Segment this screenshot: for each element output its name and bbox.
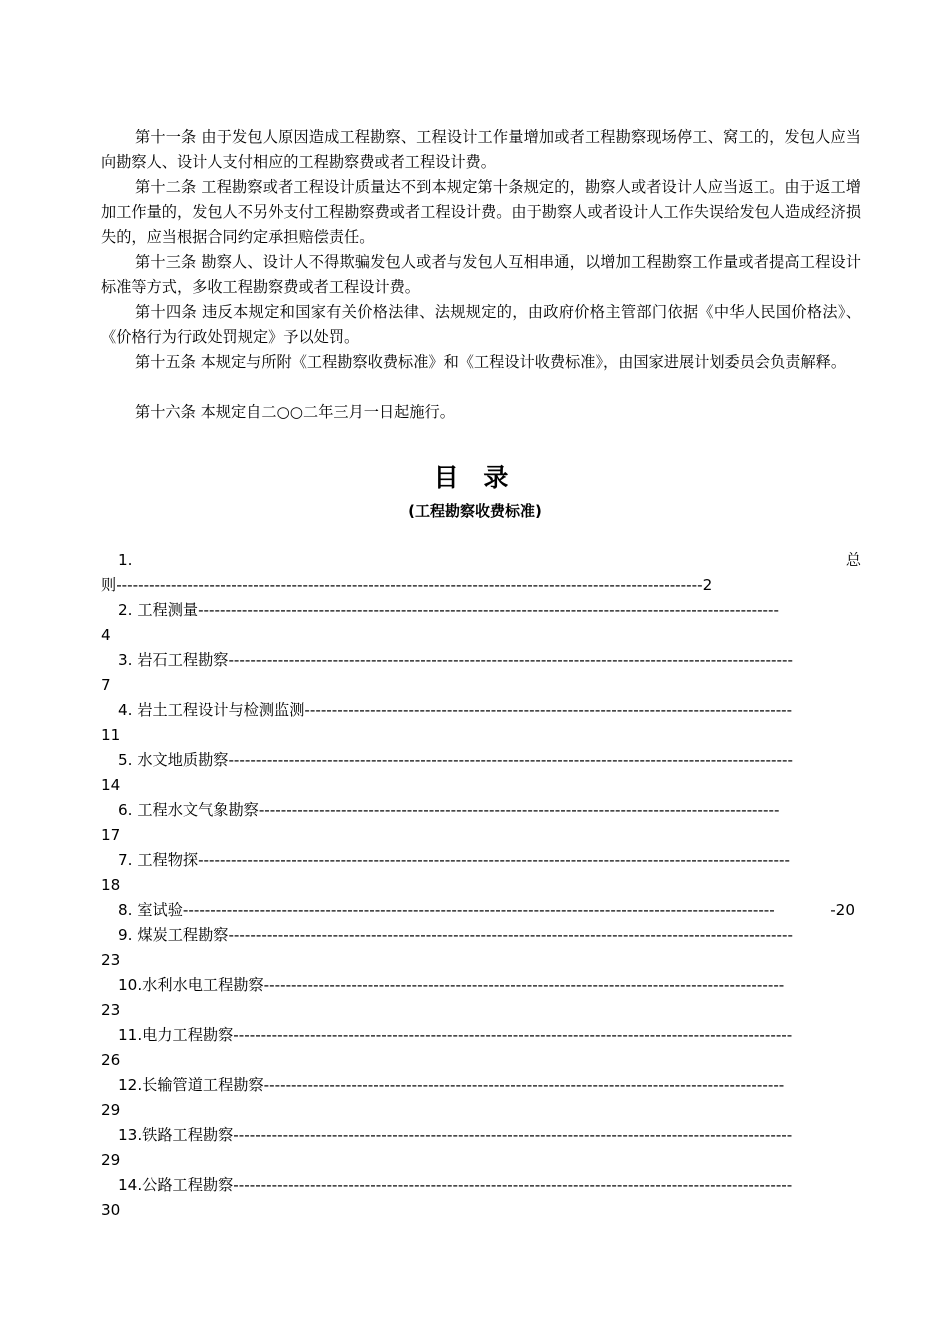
toc-entry-label: 4. 岩土工程设计与检测监测 xyxy=(118,701,305,719)
toc-entry[interactable] xyxy=(101,923,861,973)
toc-entry[interactable] xyxy=(101,1173,861,1223)
article-12: 第十二条 工程勘察或者工程设计质量达不到本规定第十条规定的，勘察人或者设计人应当返工。由于返工增加工作量的，发包人不另外支付工程勘察费或者工程设计费。由于勘察人或者设计人工作失误给发包人造成经济损失的，应当根据合同约定承担赔偿责任。 xyxy=(101,178,861,246)
toc-entry[interactable] xyxy=(101,898,861,923)
toc-entry-label: 7. 工程物探 xyxy=(118,851,199,869)
toc-page-number: 14 xyxy=(101,776,121,794)
toc-page-number: 26 xyxy=(101,1051,121,1069)
toc-page-number: 4 xyxy=(101,626,111,644)
toc-leader-dashes: ------------------------------------------------------------------------------------------------------- xyxy=(228,751,793,769)
toc-page-number: 29 xyxy=(101,1101,121,1119)
toc-page-number: -20 xyxy=(830,898,855,923)
toc-entry-label: 8. 室试验 xyxy=(118,901,183,919)
toc-entry[interactable] xyxy=(101,1073,861,1123)
toc-leader-dashes: ------------------------------------------------------------------------------------------------------ xyxy=(233,1126,793,1144)
toc-entry[interactable] xyxy=(101,1023,861,1073)
toc-entry-label: 12.长输管道工程勘察 xyxy=(118,1076,264,1094)
toc-page-number: 17 xyxy=(101,826,121,844)
toc-leader-dashes: ----------------------------------------------------------------------------------------------- xyxy=(258,801,780,819)
toc-entry-label: 10.水利水电工程勘察 xyxy=(118,976,264,994)
toc-page-number: 29 xyxy=(101,1151,121,1169)
toc-leader-dashes: ------------------------------------------------------------------------------------------------------- xyxy=(228,651,793,669)
toc-entry-label: 14.公路工程勘察 xyxy=(118,1176,234,1194)
article-13: 第十三条 勘察人、设计人不得欺骗发包人或者与发包人互相串通，以增加工程勘察工作量或者提高工程设计标准等方式，多收工程勘察费或者工程设计费。 xyxy=(101,253,861,296)
toc-entry[interactable] xyxy=(101,648,861,698)
toc-entry-label: 13.铁路工程勘察 xyxy=(118,1126,234,1144)
toc-leader-dashes: ----------------------------------------------------------------------------------------------------------- xyxy=(116,576,703,594)
toc-leader-dashes: ------------------------------------------------------------------------------------------------------ xyxy=(233,1176,793,1194)
toc-leader-dashes: ----------------------------------------------------------------------------------------------- xyxy=(263,1076,785,1094)
toc-entry-word: 总 xyxy=(845,551,861,569)
toc-page-number: 11 xyxy=(101,726,121,744)
toc-leader-dashes: ------------------------------------------------------------------------------------------------------------ xyxy=(198,851,790,869)
toc-entry[interactable] xyxy=(101,698,861,748)
toc-entry[interactable] xyxy=(101,798,861,848)
toc-entry-label: 11.电力工程勘察 xyxy=(118,1026,234,1044)
toc-page-number: 30 xyxy=(101,1201,121,1219)
toc-title: 目 录 xyxy=(433,463,517,492)
article-15: 第十五条 本规定与所附《工程勘察收费标准》和《工程设计收费标准》，由国家进展计划委员会负责解释。 xyxy=(135,353,847,371)
toc-leader-dashes: ----------------------------------------------------------------------------------------------- xyxy=(263,976,785,994)
toc-entry-label: 2. 工程测量 xyxy=(118,601,199,619)
toc-subtitle: (工程勘察收费标准) xyxy=(408,502,542,520)
toc-entry-label: 则 xyxy=(101,576,117,594)
toc-page-number: 23 xyxy=(101,951,121,969)
article-11: 第十一条 由于发包人原因造成工程勘察、工程设计工作量增加或者工程勘察现场停工、窝工的，发包人应当向勘察人、设计人支付相应的工程勘察费或者工程设计费。 xyxy=(101,128,861,171)
toc-entry[interactable] xyxy=(101,1123,861,1173)
toc-page-number: 18 xyxy=(101,876,121,894)
toc-entry[interactable] xyxy=(101,973,861,1023)
toc-leader-dashes: ----------------------------------------------------------------------------------------- xyxy=(304,701,793,719)
toc-entry[interactable] xyxy=(101,548,861,598)
toc-entry-label: 9. 煤炭工程勘察 xyxy=(118,926,229,944)
toc-leader-dashes: ------------------------------------------------------------------------------------------------------- xyxy=(228,926,793,944)
toc-page-number: 7 xyxy=(101,676,111,694)
article-16: 第十六条 本规定自二○○二年三月一日起施行。 xyxy=(135,403,455,421)
toc-entry[interactable] xyxy=(101,598,861,648)
toc-leader-dashes: ---------------------------------------------------------------------------------------------------------- xyxy=(198,601,779,619)
toc-leader-dashes: ------------------------------------------------------------------------------------------------------------ xyxy=(182,901,775,919)
toc-entry-label: 5. 水文地质勘察 xyxy=(118,751,229,769)
toc-entry-label: 6. 工程水文气象勘察 xyxy=(118,801,259,819)
toc-entry-number: 1. xyxy=(118,551,133,569)
toc-entry-label: 3. 岩石工程勘察 xyxy=(118,651,229,669)
toc-entry[interactable] xyxy=(101,748,861,798)
toc-page-number: 2 xyxy=(702,576,713,594)
toc-leader-dashes: ------------------------------------------------------------------------------------------------------ xyxy=(233,1026,793,1044)
toc-entry[interactable] xyxy=(101,848,861,898)
toc-page-number: 23 xyxy=(101,1001,121,1019)
article-14: 第十四条 违反本规定和国家有关价格法律、法规规定的，由政府价格主管部门依据《中华人民国价格法》、《价格行为行政处罚规定》予以处罚。 xyxy=(101,303,861,346)
